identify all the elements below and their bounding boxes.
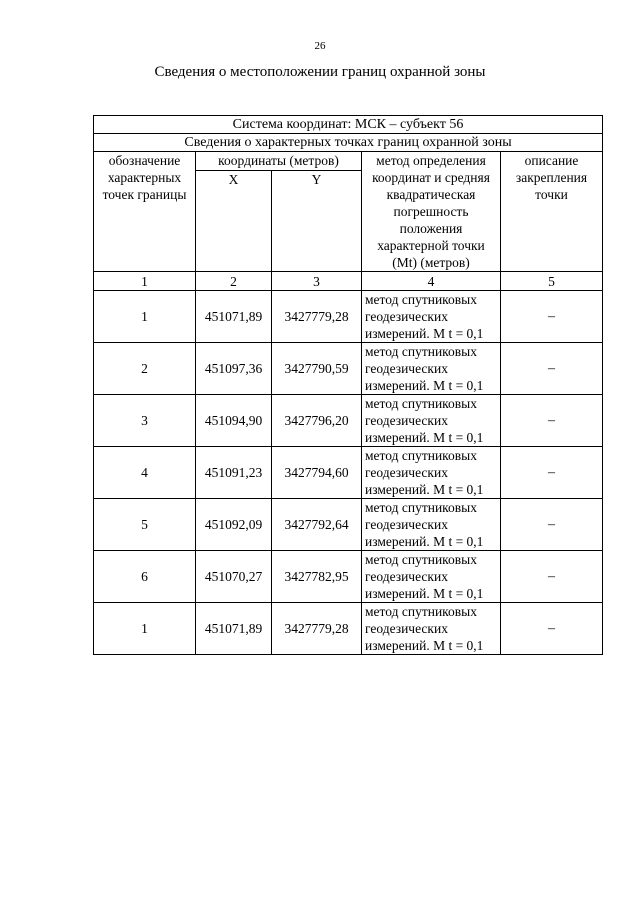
header-description: описание закрепления точки [501,152,603,272]
point-designation: 3 [94,395,196,447]
coord-y: 3427794,60 [272,447,362,499]
method-cell: метод спутниковых геодезических измерений. M t = 0,1 [362,343,501,395]
coord-x: 451097,36 [196,343,272,395]
description-cell: – [501,395,603,447]
column-number: 1 [94,272,196,291]
boundary-points-table [93,115,603,655]
point-designation: 2 [94,343,196,395]
boundary-points-table-container [93,115,602,655]
point-designation: 6 [94,551,196,603]
description-cell: – [501,603,603,655]
table-row [94,291,603,343]
header-coordinates: координаты (метров) [196,152,362,171]
point-designation: 1 [94,291,196,343]
header-designation: обозначение характерных точек границы [94,152,196,272]
description-cell: – [501,343,603,395]
method-cell: метод спутниковых геодезических измерений. M t = 0,1 [362,551,501,603]
coord-x: 451094,90 [196,395,272,447]
table-row [94,343,603,395]
column-number: 2 [196,272,272,291]
coord-y: 3427792,64 [272,499,362,551]
header-y: Y [272,171,362,272]
description-cell: – [501,551,603,603]
description-cell: – [501,447,603,499]
description-cell: – [501,499,603,551]
coord-y: 3427790,59 [272,343,362,395]
column-number: 5 [501,272,603,291]
coordinate-system-header: Система координат: МСК – субъект 56 [94,116,603,134]
point-designation: 5 [94,499,196,551]
method-cell: метод спутниковых геодезических измерений. M t = 0,1 [362,291,501,343]
method-cell: метод спутниковых геодезических измерений. M t = 0,1 [362,395,501,447]
method-cell: метод спутниковых геодезических измерений. M t = 0,1 [362,603,501,655]
table-row [94,551,603,603]
coord-y: 3427796,20 [272,395,362,447]
table-row [94,395,603,447]
table-row [94,603,603,655]
coord-x: 451071,89 [196,603,272,655]
page-number: 26 [314,40,326,52]
point-designation: 4 [94,447,196,499]
coord-x: 451071,89 [196,291,272,343]
method-cell: метод спутниковых геодезических измерений. M t = 0,1 [362,499,501,551]
coord-y: 3427779,28 [272,291,362,343]
table-row [94,447,603,499]
header-method: метод определения координат и средняя квадратическая погрешность положения характерной точки (Mt) (метров) [362,152,501,272]
coord-x: 451070,27 [196,551,272,603]
header-x: X [196,171,272,272]
coord-x: 451091,23 [196,447,272,499]
method-cell: метод спутниковых геодезических измерений. M t = 0,1 [362,447,501,499]
column-number: 3 [272,272,362,291]
document-title: Сведения о местоположении границ охранной зоны [154,64,486,80]
coord-y: 3427779,28 [272,603,362,655]
point-designation: 1 [94,603,196,655]
coord-y: 3427782,95 [272,551,362,603]
column-number: 4 [362,272,501,291]
section-header: Сведения о характерных точках границ охранной зоны [94,134,603,152]
table-row [94,499,603,551]
coord-x: 451092,09 [196,499,272,551]
description-cell: – [501,291,603,343]
